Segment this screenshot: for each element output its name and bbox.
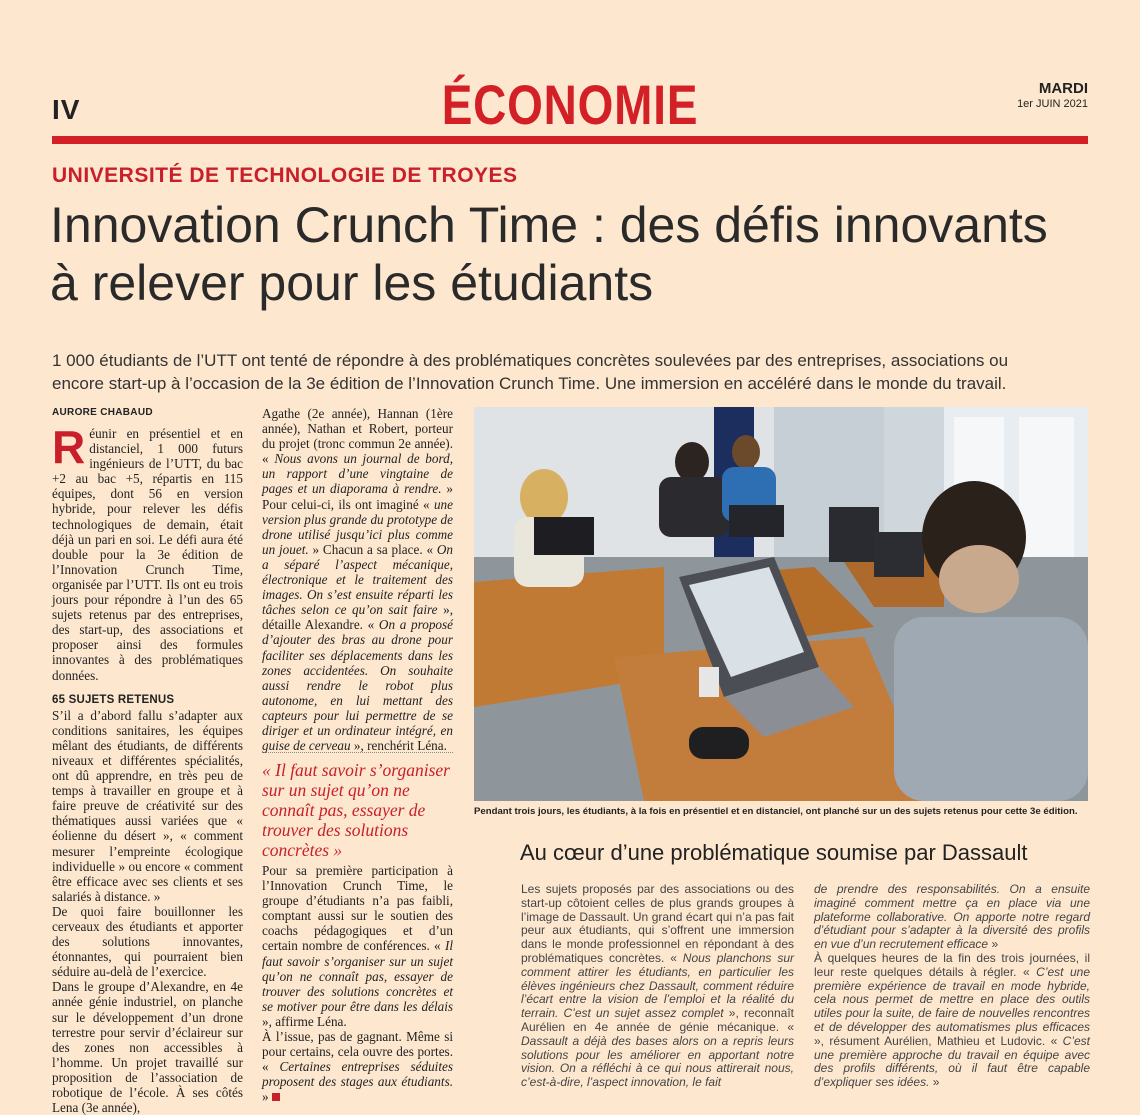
paragraph-text: éunir en présentiel et en distanciel, 1 000 futurs ingénieurs de l’UTT, du bac +2 au bac +5, répartis en 115 équipes, dont 56 en version hybride, pour relever les défis technologiques de demain, était déjà un pari en soi. Le défi aura été double pour la 3e édition de l’Innovation Crunch Time, organisée par l’UTT. Ils ont eu trois jours pour répondre à l’un des 65 sujets retenus par des entreprises, des start-up, des associations et proposer ainsi des formules innovantes à des problématiques données. xyxy=(52,426,243,683)
article-photo xyxy=(474,407,1088,801)
header-rule xyxy=(52,136,1088,144)
text: Agathe (2e année), Hannan (1ère année), Nathan et Robert, porteur du projet (tronc commun 2e année). « xyxy=(262,406,453,467)
quote: Il faut savoir s’organiser sur un sujet qu’on ne connaît pas, essayer de trouver des solutions concrètes et se motiver pour être dans les délais xyxy=(262,938,453,1014)
article-column-1 xyxy=(52,421,243,1115)
text: », reconnaît Aurélien en 4e année de génie mécanique. « xyxy=(521,1006,794,1034)
box-title: Au cœur d’une problématique soumise par Dassault xyxy=(520,840,1028,865)
text: Pour sa première participation à l’Innovation Crunch Time, le groupe d’étudiants n’a pas faibli, comptant aussi sur le soutien des coachs pédagogiques et d’un certain nombre de conférences. « xyxy=(262,863,453,954)
quote: Nous avons un journal de bord, un rapport d’une vingtaine de pages et un diaporama à rendre. xyxy=(262,451,454,497)
paragraph: Dans le groupe d’Alexandre, en 4e année génie industriel, on planche sur le développement d’un drone terrestre pour servir d’éclaireur sur des zones non accessibles à l’homme. Un projet travaillé sur proposition de l’association de robotique de l’école. À ses côtés Lena (3e année), xyxy=(52,979,243,1115)
paragraph xyxy=(521,883,794,1090)
text: À quelques heures de la fin des trois journées, il leur reste quelques détails à régler. « xyxy=(814,950,1090,979)
quote: C’est une première expérience de travail en mode hybride, cela nous permet de mettre en place des outils utiles pour la suite, de faire de nouvelles rencontres et de développer des automatismes plus efficaces xyxy=(814,964,1090,1034)
quote: de prendre des responsabilités. On a ensuite imaginé comment mettre ça en place via une plateforme collaborative. On apporte notre regard d’étudiant pour s’adapter à la diversité des profils en vue d’un recrutement efficace xyxy=(814,882,1090,952)
paragraph: S’il a d’abord fallu s’adapter aux conditions sanitaires, les équipes mêlant des étudiants, de différents niveaux et différentes spécialités, ont dû apprendre, en très peu de temps à travailler en groupe et à faire preuve de créativité sur des thématiques aussi variées que « éolienne du désert », « comment mesurer l’empreinte écologique individuelle » ou encore « comment être efficace avec ses clients et ses salariés à distance. » xyxy=(52,707,243,904)
text: » Pour celui-ci, ils ont imaginé « xyxy=(262,481,453,512)
date-day: MARDI xyxy=(1038,80,1088,97)
paragraph xyxy=(814,883,1090,952)
quote: Certaines entreprises séduites proposent des stages aux étudiants. xyxy=(262,1059,453,1090)
paragraph: De quoi faire bouillonner les cerveaux des étudiants et apporter des solutions innovantes, étonnantes, qui pourraient bien séduire au-delà de l’exercice. xyxy=(52,903,243,980)
paragraph xyxy=(52,421,243,683)
date-block xyxy=(1017,80,1088,110)
subheading: 65 SUJETS RETENUS xyxy=(52,693,175,706)
section-title: ÉCONOMIE xyxy=(441,73,699,136)
quote: On a proposé d’ajouter des bras au drone pour faciliter ses déplacements dans les zones accidentées. On souhaite aussi rendre le robot plus autonome, en lui mettant des capteurs pour lui permettre de se diriger et un ordinateur intégré, en guise de cerveau xyxy=(262,617,453,754)
text: À l’issue, pas de gagnant. Même si pour certains, cela ouvre des portes. « xyxy=(262,1029,453,1075)
paragraph xyxy=(814,952,1090,1090)
text: », résument Aurélien, Mathieu et Ludovic. « xyxy=(814,1033,1063,1048)
kicker: UNIVERSITÉ DE TECHNOLOGIE DE TROYES xyxy=(52,164,518,187)
paragraph xyxy=(262,1029,453,1104)
quote: Nous planchons sur comment attirer les étudiants, en particulier les élèves ingénieurs chez Dassault, comment réduire l’écart entre la vision de l’emploi et la réalité du terrain. C’est un sujet assez complet xyxy=(521,950,794,1021)
pullquote: « Il faut savoir s’organiser sur un sujet qu’on ne connaît pas, essayer de trouver des solutions concrètes » xyxy=(262,760,450,860)
text: » xyxy=(988,937,999,952)
text: », détaille Alexandre. « xyxy=(262,602,453,633)
box-column-1 xyxy=(521,883,794,1090)
text: », affirme Léna. xyxy=(262,1013,347,1029)
text: Les sujets proposés par des associations ou des start-up côtoient celles de plus grands groupes à l’image de Dassault. Un grand écart qui n’a pas fait peur aux étudiants, qui s’offrent une immersion dans le monde professionnel en répondant à des problématiques concrètes. « xyxy=(521,882,794,965)
photo-caption: Pendant trois jours, les étudiants, à la fois en présentiel et en distanciel, ont planché sur un des sujets retenus pour cette 3e édition. xyxy=(474,806,1078,817)
text: » Chacun a sa place. « xyxy=(308,541,437,557)
quote: C’est une première approche du travail en équipe avec des profils différents, où il faut être capable d’expliquer ses idées. xyxy=(814,1033,1090,1090)
quote: Dassault a déjà des bases alors on a repris leurs solutions pour les améliorer en apportant notre vision. On a réfléchi à ce qui nous attirerait nous, c’est-à-dire, l’aspect innovation, le fait xyxy=(521,1033,794,1090)
byline: AURORE CHABAUD xyxy=(52,407,153,418)
text: », renchérit Léna. xyxy=(350,738,447,754)
quote: une version plus grande du prototype de drone utilisé jusqu’ici plus comme un jouet. xyxy=(262,496,453,557)
headline: Innovation Crunch Time : des défis innovants à relever pour les étudiants xyxy=(50,197,1048,311)
paragraph xyxy=(262,863,453,1029)
end-mark xyxy=(272,1093,280,1101)
standfirst: 1 000 étudiants de l’UTT ont tenté de répondre à des problématiques concrètes soulevées par des entreprises, associations ou encore start-up à l’occasion de la 3e édition de l’Innovation Crunch Time. Une immersion en accéléré dans le monde du travail. xyxy=(52,351,1009,393)
page-number: IV xyxy=(52,94,81,125)
text: » xyxy=(262,1089,269,1105)
drop-cap: R xyxy=(52,421,86,473)
date-date: 1er JUIN 2021 xyxy=(1017,98,1088,110)
text: » xyxy=(929,1075,940,1090)
article-column-2 xyxy=(262,406,453,753)
quote: On a séparé l’aspect mécanique, électronique et le traitement des images. On s’est ensuite réparti les tâches selon ce qu’on sait faire xyxy=(262,541,453,618)
article-column-2b xyxy=(262,863,453,1105)
box-column-2 xyxy=(814,883,1090,1090)
pullquote-rule xyxy=(262,752,453,753)
paragraph xyxy=(262,406,453,753)
